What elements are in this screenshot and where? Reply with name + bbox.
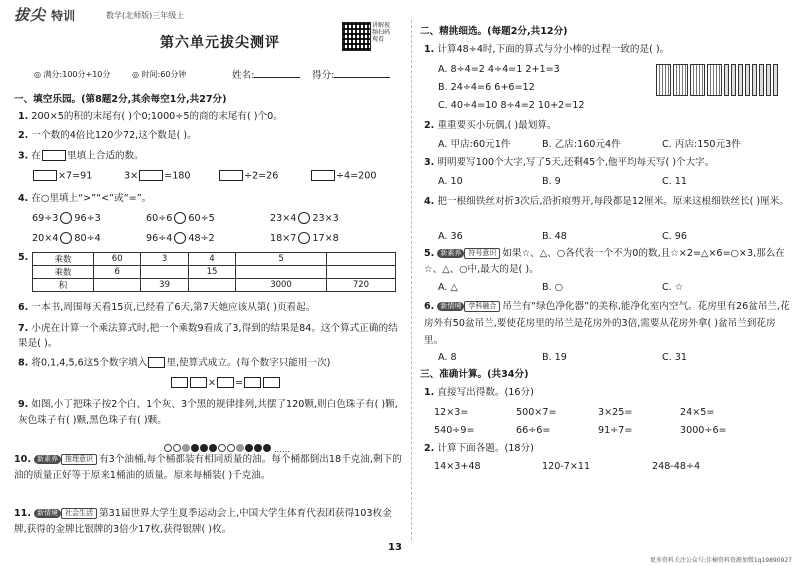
compare-circle[interactable] bbox=[298, 232, 310, 244]
choice-4-text: 把一根细铁丝对折3次后,沿折痕剪开,每段都是12厘米。原来这根细铁丝长( )厘米。 bbox=[437, 196, 789, 207]
compare-right: 23×3 bbox=[312, 213, 339, 224]
full-score-text: 满分:100分+10分 bbox=[43, 70, 111, 79]
choice-1-option-b[interactable]: B. 24÷4=6 6+6=12 bbox=[438, 82, 535, 93]
choice-3-option-c[interactable]: C. 11 bbox=[662, 176, 688, 187]
time-limit: ◎ 时间:60分钟 bbox=[132, 70, 187, 79]
q3-eq-1: ×7=91 bbox=[58, 170, 93, 182]
white-bead bbox=[173, 444, 181, 452]
qr-caption: 讲解视频扫码观看 bbox=[372, 22, 391, 43]
white-bead bbox=[164, 444, 172, 452]
table-cell: 积 bbox=[33, 279, 94, 292]
bundle-icon bbox=[690, 64, 705, 96]
black-bead bbox=[200, 444, 208, 452]
calc-expression[interactable]: 248-48÷4 bbox=[652, 461, 701, 472]
cross-subject-badge: 学科融合 bbox=[464, 301, 500, 312]
question-2-text: 一个数的4倍比120少72,这个数是( )。 bbox=[31, 130, 197, 141]
answer-box[interactable] bbox=[148, 357, 165, 368]
compare-right: 48÷2 bbox=[188, 233, 215, 244]
calc-item[interactable]: 66÷6= bbox=[516, 425, 551, 436]
page-number: 13 bbox=[388, 542, 402, 553]
name-input-line[interactable] bbox=[254, 68, 300, 78]
question-9-text: 如图,小丁把珠子按2个白、1个灰、3个黑的规律排列,共摆了120颗,则白色珠子有( )颗,灰色珠子有( )颗,黑色珠子有( )颗。 bbox=[18, 399, 398, 426]
column-divider bbox=[411, 20, 412, 540]
q3-item-1 bbox=[32, 170, 92, 183]
table-cell: 3 bbox=[141, 253, 188, 266]
question-8-text-b: 里,使算式成立。(每个数字只能用一次) bbox=[166, 357, 331, 369]
choice-4-option-a[interactable]: A. 36 bbox=[438, 231, 463, 242]
question-3-text-a: 在 bbox=[31, 150, 41, 162]
stick-icon bbox=[752, 64, 757, 96]
q4-row-2b bbox=[146, 232, 215, 245]
calc-item[interactable]: 3×25= bbox=[598, 407, 633, 418]
answer-box[interactable] bbox=[219, 170, 243, 181]
gray-bead bbox=[236, 444, 244, 452]
ellipsis-icon: …… bbox=[274, 445, 290, 454]
compare-left: 69÷3 bbox=[32, 213, 59, 224]
black-bead bbox=[191, 444, 199, 452]
choice-6-option-a[interactable]: A. 8 bbox=[438, 352, 457, 363]
bundle-icon bbox=[707, 64, 722, 96]
section-1-heading: 一、填空乐园。(第8题2分,其余每空1分,共27分) bbox=[14, 94, 227, 105]
compare-right: 17×8 bbox=[312, 233, 339, 244]
time-text: 时间:60分钟 bbox=[141, 70, 187, 79]
question-11: 11. 新情境 社会生活 第31届世界大学生夏季运动会上,中国大学生体育代表团获得103枚金牌,获得的金牌比银牌的3倍少17枚,获得银牌( )枚。 bbox=[14, 508, 392, 535]
name-label: 姓名: bbox=[232, 70, 255, 81]
table-cell-blank[interactable] bbox=[188, 279, 235, 292]
symbol-sense-badge: 符号意识 bbox=[464, 248, 500, 259]
table-cell: 60 bbox=[94, 253, 141, 266]
compare-right: 60÷5 bbox=[188, 213, 215, 224]
q8-equation: × = bbox=[170, 377, 281, 390]
white-bead bbox=[218, 444, 226, 452]
choice-2-option-c[interactable]: C. 丙店:150元3件 bbox=[662, 139, 741, 150]
question-8: 8. 将0,1,4,5,6这5个数字填入 里,使算式成立。(每个数字只能用一次) bbox=[18, 357, 331, 369]
question-1: 1. 200×5的积的末尾有( )个0;1000÷5的商的末尾有( )个0。 bbox=[18, 111, 283, 122]
new-context-badge: 新情境 bbox=[437, 302, 464, 311]
table-cell: 6 bbox=[94, 266, 141, 279]
choice-4: 4. 把一根细铁丝对折3次后,沿折痕剪开,每段都是12厘米。原来这根细铁丝长( )厘米。 bbox=[424, 196, 789, 207]
stick-icon bbox=[745, 64, 750, 96]
calc-item[interactable]: 540÷9= bbox=[434, 425, 475, 436]
subject-label: 数学(北师版)三年级上 bbox=[106, 11, 185, 20]
choice-3-option-a[interactable]: A. 10 bbox=[438, 176, 463, 187]
table-cell-blank[interactable] bbox=[141, 266, 188, 279]
table-cell: 4 bbox=[188, 253, 235, 266]
choice-5-option-a[interactable]: A. △ bbox=[438, 282, 458, 293]
compare-left: 60÷6 bbox=[146, 213, 173, 224]
choice-2-text: 重重要买小玩偶,( )最划算。 bbox=[437, 120, 557, 131]
q3-eq-3: ÷2=26 bbox=[244, 170, 279, 182]
answer-box[interactable] bbox=[42, 150, 66, 161]
bundle-icon bbox=[656, 64, 671, 96]
new-literacy-badge: 新素养 bbox=[437, 249, 464, 258]
question-3: 3. 在 里填上合适的数。 bbox=[18, 150, 144, 162]
calc-1: 1. 直接写出得数。(16分) bbox=[424, 387, 534, 398]
q3-item-2 bbox=[124, 170, 191, 183]
stick-icon bbox=[759, 64, 764, 96]
white-bead bbox=[227, 444, 235, 452]
compare-left: 96÷4 bbox=[146, 233, 173, 244]
question-11-text: 第31届世界大学生夏季运动会上,中国大学生体育代表团获得103枚金牌,获得的金牌比银牌的3倍少17枚,获得银牌( )枚。 bbox=[14, 508, 392, 535]
section-2-heading: 二、精挑细选。(每题2分,共12分) bbox=[420, 26, 568, 37]
answer-box[interactable] bbox=[139, 170, 163, 181]
q3-item-3 bbox=[218, 170, 278, 183]
q4-row-1 bbox=[32, 212, 101, 225]
compare-circle[interactable] bbox=[174, 232, 186, 244]
calc-2: 2. 计算下面各题。(18分) bbox=[424, 443, 534, 454]
question-5-number: 5. bbox=[18, 252, 29, 263]
table-cell-blank[interactable] bbox=[326, 253, 395, 266]
question-7-text: 小虎在计算一个乘法算式时,把一个乘数9看成了3,得到的结果是84。这个算式正确的结果是( )。 bbox=[18, 323, 398, 349]
question-6-text: 一本书,周围每天看15页,已经看了6天,第7天她应该从第( )页看起。 bbox=[31, 302, 316, 313]
full-score: ◎ 满分:100分+10分 bbox=[34, 70, 111, 79]
stick-icon bbox=[724, 64, 729, 96]
name-field bbox=[232, 68, 300, 82]
choice-1: 1. 计算48÷4时,下面的算式与分小棒的过程一致的是( )。 bbox=[424, 44, 670, 55]
answer-box[interactable] bbox=[33, 170, 57, 181]
footer-note: 更多资料关注公众号:佳楠资料资源加微1q19890927 bbox=[649, 557, 792, 564]
choice-6: 6. 新情境 学科融合 吊兰有“绿色净化器”的美称,能净化室内空气。花房里有26盆吊兰,花房外有50盆吊兰,要使花房里的吊兰是花房外的3倍,需要从花房外拿( )盆吊兰到花房里。 bbox=[424, 301, 790, 346]
compare-circle[interactable] bbox=[60, 232, 72, 244]
stick-icon bbox=[731, 64, 736, 96]
black-bead bbox=[209, 444, 217, 452]
calc-item[interactable]: 12×3= bbox=[434, 407, 469, 418]
table-cell: 720 bbox=[326, 279, 395, 292]
question-10: 10. 新素养 推理意识 有3个油桶,每个桶都装有相同质量的油。每个桶都倒出18千克油,剩下的油的质量正好等于原来1桶油的质量。原来每桶装( )千克油。 bbox=[14, 454, 402, 481]
choice-4-option-c[interactable]: C. 96 bbox=[662, 231, 688, 242]
q3-item-4 bbox=[310, 170, 377, 183]
choice-3: 3. 明明要写100个大字,写了5天,还剩45个,他平均每天写( )个大字。 bbox=[424, 157, 715, 168]
choice-2-option-a[interactable]: A. 甲店:60元1件 bbox=[438, 139, 511, 150]
compare-left: 23×4 bbox=[270, 213, 297, 224]
q3-eq-2b: =180 bbox=[164, 170, 191, 182]
choice-4-option-b[interactable]: B. 48 bbox=[542, 231, 567, 242]
choice-6-option-b[interactable]: B. 19 bbox=[542, 352, 567, 363]
calc-expression[interactable]: 120-7×11 bbox=[542, 461, 591, 472]
calc-item[interactable]: 24×5= bbox=[680, 407, 715, 418]
choice-6-option-c[interactable]: C. 31 bbox=[662, 352, 688, 363]
choice-1-text: 计算48÷4时,下面的算式与分小棒的过程一致的是( )。 bbox=[437, 44, 670, 55]
question-2: 2. 一个数的4倍比120少72,这个数是( )。 bbox=[18, 130, 197, 141]
calc-item[interactable]: 500×7= bbox=[516, 407, 557, 418]
compare-left: 20×4 bbox=[32, 233, 59, 244]
digit-box[interactable] bbox=[244, 377, 261, 388]
calc-2-text: 计算下面各题。(18分) bbox=[437, 443, 534, 454]
bundle-icon bbox=[673, 64, 688, 96]
q4-row-1c bbox=[270, 212, 339, 225]
section-3-heading: 三、准确计算。(共34分) bbox=[420, 369, 529, 380]
choice-2: 2. 重重要买小玩偶,( )最划算。 bbox=[424, 120, 557, 131]
compare-right: 80÷4 bbox=[74, 233, 101, 244]
compare-circle[interactable] bbox=[174, 212, 186, 224]
brand-logo bbox=[14, 4, 75, 25]
compare-left: 18×7 bbox=[270, 233, 297, 244]
choice-3-option-b[interactable]: B. 9 bbox=[542, 176, 561, 187]
black-bead bbox=[263, 444, 271, 452]
social-life-badge: 社会生活 bbox=[61, 508, 97, 519]
black-bead bbox=[254, 444, 262, 452]
table-cell-blank[interactable] bbox=[94, 279, 141, 292]
question-4: 4. 在○里填上“>”“<”或“=”。 bbox=[18, 193, 152, 204]
stick-bundles-icon bbox=[656, 64, 778, 96]
table-cell: 3000 bbox=[236, 279, 327, 292]
new-context-badge: 新情境 bbox=[34, 509, 61, 518]
question-8-text-a: 将0,1,4,5,6这5个数字填入 bbox=[31, 357, 148, 369]
choice-5-option-c[interactable]: C. ☆ bbox=[662, 282, 684, 293]
digit-box[interactable] bbox=[171, 377, 188, 388]
table-cell: 15 bbox=[188, 266, 235, 279]
q3-eq-4: ÷4=200 bbox=[336, 170, 377, 182]
choice-3-text: 明明要写100个大字,写了5天,还剩45个,他平均每天写( )个大字。 bbox=[437, 157, 715, 168]
choice-5: 5. 新素养 符号意识 如果☆、△、○各代表一个不为0的数,且☆×2=△×6=○×3,那么在☆、△、○中,最大的是( )。 bbox=[424, 248, 785, 275]
score-field bbox=[312, 68, 390, 82]
choice-1-option-c[interactable]: C. 40÷4=10 8÷4=2 10+2=12 bbox=[438, 100, 585, 111]
choice-5-option-b[interactable]: B. ○ bbox=[542, 282, 564, 293]
question-7: 7. 小虎在计算一个乘法算式时,把一个乘数9看成了3,得到的结果是84。这个算式正确的结果是( )。 bbox=[18, 323, 398, 349]
new-literacy-badge: 新素养 bbox=[34, 455, 61, 464]
left-column bbox=[14, 0, 406, 566]
compare-circle[interactable] bbox=[60, 212, 72, 224]
table-cell-blank[interactable] bbox=[236, 266, 327, 279]
multiplication-table bbox=[32, 252, 396, 292]
score-label: 得分: bbox=[312, 70, 335, 81]
choice-1-option-a[interactable]: A. 8÷4=2 4÷4=1 2+1=3 bbox=[438, 64, 560, 75]
gray-bead bbox=[182, 444, 190, 452]
question-4-text: 在○里填上“>”“<”或“=”。 bbox=[31, 193, 152, 204]
answer-box[interactable] bbox=[311, 170, 335, 181]
digit-box[interactable] bbox=[217, 377, 234, 388]
digit-box[interactable] bbox=[190, 377, 207, 388]
question-9: 9. 如图,小丁把珠子按2个白、1个灰、3个黑的规律排列,共摆了120颗,则白色珠子有( )颗,灰色珠子有( )颗,黑色珠子有( )颗。 bbox=[18, 399, 398, 426]
compare-right: 96÷3 bbox=[74, 213, 101, 224]
choice-6-text: 吊兰有“绿色净化器”的美称,能净化室内空气。花房里有26盆吊兰,花房外有50盆吊兰,要使花房里的吊兰是花房外的3倍,需要从花房外拿( )盆吊兰到花房里。 bbox=[424, 301, 790, 346]
reasoning-badge: 推理意识 bbox=[61, 454, 97, 465]
calc-item[interactable]: 3000÷6= bbox=[680, 425, 727, 436]
q4-row-1b bbox=[146, 212, 215, 225]
question-3-text-b: 里填上合适的数。 bbox=[66, 150, 144, 162]
choice-5-text: 如果☆、△、○各代表一个不为0的数,且☆×2=△×6=○×3,那么在☆、△、○中,最大的是( )。 bbox=[424, 248, 785, 275]
brand-text-a: 拔尖 bbox=[14, 6, 47, 24]
q3-eq-2a: 3× bbox=[124, 170, 139, 182]
page-title: 第六单元拔尖测评 bbox=[160, 35, 280, 51]
stick-icon bbox=[766, 64, 771, 96]
table-cell: 乘数 bbox=[33, 266, 94, 279]
digit-box[interactable] bbox=[263, 377, 280, 388]
q4-row-2c bbox=[270, 232, 339, 245]
brand-text-b: 特训 bbox=[51, 9, 76, 23]
question-10-text: 有3个油桶,每个桶都装有相同质量的油。每个桶都倒出18千克油,剩下的油的质量正好等于原来1桶油的质量。原来每桶装( )千克油。 bbox=[14, 454, 402, 481]
question-1-text: 200×5的积的末尾有( )个0;1000÷5的商的末尾有( )个0。 bbox=[31, 111, 283, 122]
table-cell: 5 bbox=[236, 253, 327, 266]
stick-icon bbox=[738, 64, 743, 96]
score-input-line[interactable] bbox=[334, 68, 390, 78]
black-bead bbox=[245, 444, 253, 452]
stick-icon bbox=[773, 64, 778, 96]
calc-1-text: 直接写出得数。(16分) bbox=[437, 387, 534, 398]
table-cell-blank[interactable] bbox=[326, 266, 395, 279]
choice-2-option-b[interactable]: B. 乙店:160元4件 bbox=[542, 139, 621, 150]
table-cell: 39 bbox=[141, 279, 188, 292]
right-column bbox=[420, 0, 792, 566]
calc-item[interactable]: 91÷7= bbox=[598, 425, 633, 436]
q4-row-2 bbox=[32, 232, 101, 245]
compare-circle[interactable] bbox=[298, 212, 310, 224]
question-6: 6. 一本书,周围每天看15页,已经看了6天,第7天她应该从第( )页看起。 bbox=[18, 302, 316, 313]
qr-code-icon[interactable] bbox=[342, 22, 371, 51]
calc-expression[interactable]: 14×3+48 bbox=[434, 461, 481, 472]
table-cell: 乘数 bbox=[33, 253, 94, 266]
